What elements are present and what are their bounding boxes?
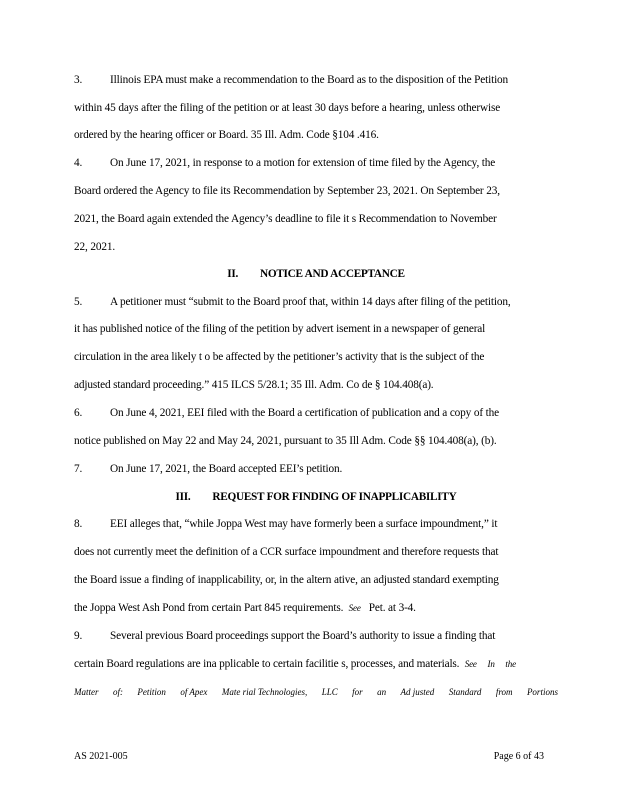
case-citation-line: Matter of: Petition of Apex Mate rial Technologies, LLC for an Ad justed Standard from Portions: [74, 687, 558, 697]
paragraph-3-line-3: ordered by the hearing officer or Board. 35 Ill. Adm. Code §104 .416.: [74, 129, 379, 141]
see-signal: See: [464, 659, 477, 669]
paragraph-5-line-2: it has published notice of the filing of the petition by advert isement in a newspaper of general: [74, 323, 486, 335]
paragraph-4-line-4: 22, 2021.: [74, 241, 116, 253]
paragraph-8-line-4: the Joppa West Ash Pond from certain Part 845 requirements. See Pet. at 3-4.: [74, 602, 416, 614]
paragraph-8-line-2: does not currently meet the definition of a CCR surface impoundment and therefore requests that: [74, 546, 499, 558]
paragraph-6-line-1: 6. On June 4, 2021, EEI filed with the Board a certification of publication and a copy of the: [74, 407, 499, 419]
paragraph-5-line-1: 5. A petitioner must “submit to the Board proof that, within 14 days after filing of the petition,: [74, 296, 511, 308]
paragraph-number: 9.: [74, 630, 83, 642]
paragraph-number: 7.: [74, 463, 83, 475]
paragraph-7-line-1: 7. On June 17, 2021, the Board accepted EEI’s petition.: [74, 463, 343, 475]
paragraph-number: 5.: [74, 296, 83, 308]
paragraph-number: 4.: [74, 157, 83, 169]
paragraph-3-line-1: 3. Illinois EPA must make a recommendation to the Board as to the disposition of the Petition: [74, 74, 509, 86]
paragraph-number: 3.: [74, 74, 83, 86]
see-signal: See: [348, 603, 361, 613]
paragraph-5-line-3: circulation in the area likely t o be affected by the petitioner’s activity that is the subject of the: [74, 351, 485, 363]
paragraph-5-line-4: adjusted standard proceeding.” 415 ILCS 5/28.1; 35 Ill. Adm. Co de § 104.408(a).: [74, 379, 434, 391]
footer-page-number: Page 6 of 43: [493, 751, 544, 762]
paragraph-number: 6.: [74, 407, 83, 419]
paragraph-6-line-2: notice published on May 22 and May 24, 2021, pursuant to 35 Ill Adm. Code §§ 104.408(a), (b).: [74, 435, 497, 447]
section-heading-request: III. REQUEST FOR FINDING OF INAPPLICABILITY: [175, 491, 457, 503]
paragraph-3-line-2: within 45 days after the filing of the petition or at least 30 days before a hearing, unless otherwise: [74, 102, 501, 114]
paragraph-9-line-2: certain Board regulations are ina pplicable to certain facilitie s, processes, and materials. See In the: [74, 658, 516, 670]
paragraph-4-line-3: 2021, the Board again extended the Agency’s deadline to file it s Recommendation to November: [74, 213, 497, 225]
section-heading-notice: II. NOTICE AND ACCEPTANCE: [227, 268, 405, 280]
paragraph-9-line-1: 9. Several previous Board proceedings support the Board’s authority to issue a finding that: [74, 630, 496, 642]
paragraph-8-line-3: the Board issue a finding of inapplicability, or, in the altern ative, an adjusted standard exempting: [74, 574, 499, 586]
paragraph-4-line-1: 4. On June 17, 2021, in response to a motion for extension of time filed by the Agency, the: [74, 157, 496, 169]
footer-docket-number: AS 2021-005: [74, 751, 128, 762]
paragraph-4-line-2: Board ordered the Agency to file its Recommendation by September 23, 2021. On September 23,: [74, 185, 500, 197]
paragraph-number: 8.: [74, 518, 83, 530]
paragraph-8-line-1: 8. EEI alleges that, “while Joppa West may have formerly been a surface impoundment,” it: [74, 518, 498, 530]
